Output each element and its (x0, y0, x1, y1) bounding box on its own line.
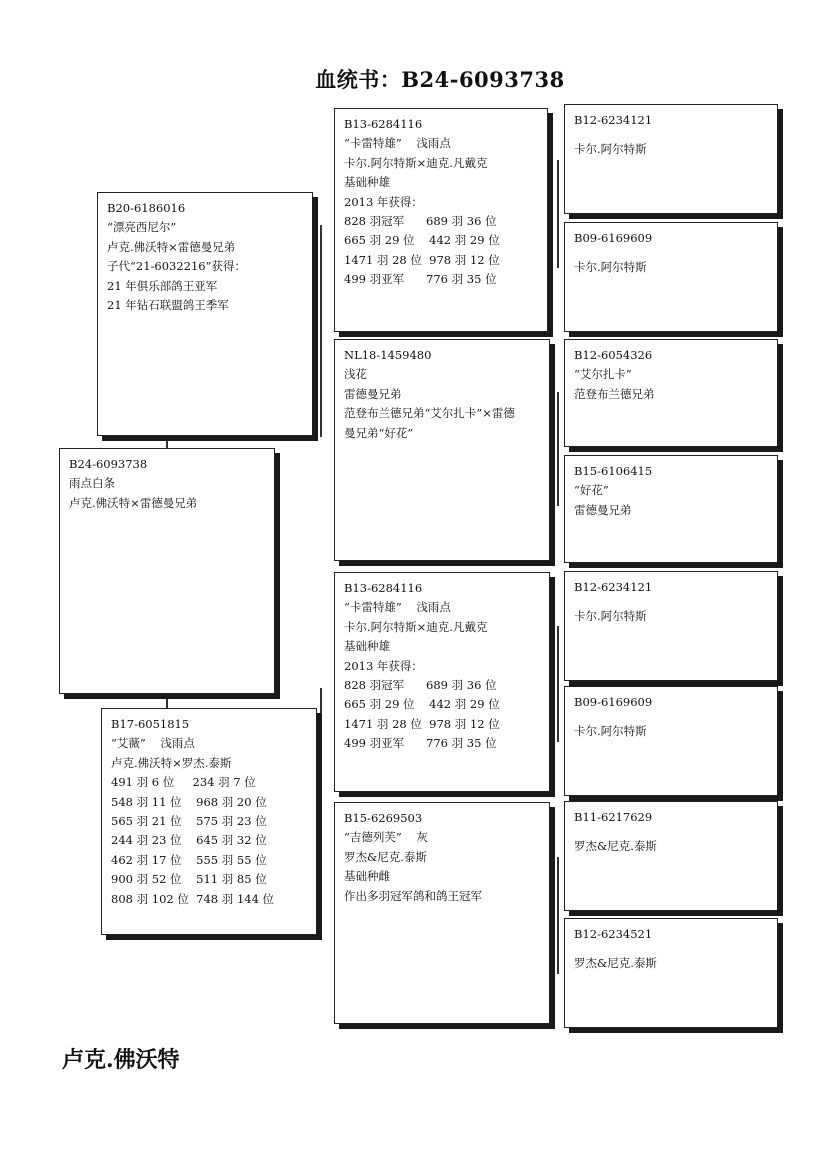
sire-sire-card (334, 108, 548, 332)
breeder: 雷德曼兄弟 (574, 502, 632, 517)
connector-line (557, 857, 559, 974)
info-line: 基础种雌 (344, 869, 390, 884)
connector-line (557, 160, 559, 268)
pigeon-name: “好花” (574, 483, 609, 498)
info-line: 基础种雄 (344, 175, 390, 190)
pigeon-name: “吉德列芙” 灰 (344, 830, 428, 845)
pigeon-name: “卡雷特雄” 浅雨点 (344, 600, 451, 615)
breeder: 卡尔.阿尔特斯 (574, 724, 647, 739)
result-line: 665 羽 29 位 442 羽 29 位 (344, 233, 500, 248)
connector-line (166, 694, 168, 708)
info-line: 21 年钻石联盟鸽王季军 (107, 298, 229, 313)
ring-number: B12-6234121 (574, 580, 653, 594)
ring-number: B09-6169609 (574, 695, 653, 709)
connector-line (166, 436, 168, 448)
connector-line (557, 392, 559, 506)
page-title: 血统书：B24-6093738 (315, 67, 565, 92)
ring-number: B13-6284116 (344, 117, 423, 131)
pigeon-name: “卡雷特雄” 浅雨点 (344, 136, 451, 151)
lineage: 曼兄弟“好花” (344, 425, 414, 440)
result-line: 548 羽 11 位 968 羽 20 位 (111, 794, 267, 809)
ancestor-card (564, 686, 778, 796)
ring-number: B15-6106415 (574, 464, 653, 478)
breeder: 卡尔.阿尔特斯 (574, 260, 647, 275)
lineage: 卢克.佛沃特×雷德曼兄弟 (69, 495, 198, 510)
ring-number: B17-6051815 (111, 717, 190, 731)
info-line: 作出多羽冠军鸽和鸽王冠军 (344, 888, 482, 903)
result-line: 244 羽 23 位 645 羽 32 位 (111, 833, 267, 848)
ring-number: B12-6234521 (574, 927, 653, 941)
info-line: 2013 年获得： (344, 658, 423, 673)
result-line: 808 羽 102 位 748 羽 144 位 (111, 891, 275, 906)
lineage: 范登布兰德兄弟“艾尔扎卡”×雷德 (344, 406, 515, 421)
ring-number: NL18-1459480 (344, 348, 432, 362)
result-line: 499 羽亚军 776 羽 35 位 (344, 736, 497, 751)
color: 浅花 (344, 367, 367, 382)
lineage: 卡尔.阿尔特斯×迪克.凡戴克 (344, 619, 488, 634)
ring-number: B09-6169609 (574, 231, 653, 245)
connector-line (557, 626, 559, 742)
result-line: 900 羽 52 位 511 羽 85 位 (111, 872, 267, 887)
ring-number: B15-6269503 (344, 811, 423, 825)
result-line: 462 羽 17 位 555 羽 55 位 (111, 852, 267, 867)
breeder: 罗杰&尼克.泰斯 (344, 849, 427, 864)
sire-dam-card (334, 339, 550, 561)
breeder: 卡尔.阿尔特斯 (574, 142, 647, 157)
result-line: 499 羽亚军 776 羽 35 位 (344, 272, 497, 287)
subject-card (59, 448, 275, 694)
result-line: 1471 羽 28 位 978 羽 12 位 (344, 716, 500, 731)
breeder: 雷德曼兄弟 (344, 386, 402, 401)
breeder-signature-name: 卢克.佛沃特 (62, 1047, 180, 1073)
result-line: 1471 羽 28 位 978 羽 12 位 (344, 252, 500, 267)
info-line: 子代“21-6032216”获得： (107, 259, 246, 274)
ancestor-card (564, 455, 778, 563)
dam-sire-card (334, 572, 550, 792)
ancestor-card (564, 801, 778, 911)
breeder: 范登布兰德兄弟 (574, 386, 655, 401)
connector-line (320, 688, 322, 915)
result-line: 828 羽冠军 689 羽 36 位 (344, 678, 497, 693)
connector-line (320, 225, 322, 437)
ring-number: B11-6217629 (574, 810, 653, 824)
sire-card (97, 192, 313, 436)
result-line: 565 羽 21 位 575 羽 23 位 (111, 814, 267, 829)
breeder: 罗杰&尼克.泰斯 (574, 956, 657, 971)
ancestor-card (564, 104, 778, 214)
breeder: 罗杰&尼克.泰斯 (574, 839, 657, 854)
lineage: 卡尔.阿尔特斯×迪克.凡戴克 (344, 155, 488, 170)
ring-number: B24-6093738 (69, 457, 148, 471)
info-line: 21 年俱乐部鸽王亚军 (107, 278, 218, 293)
ancestor-card (564, 222, 778, 332)
pigeon-name: “艾薇” 浅雨点 (111, 736, 195, 751)
info-line: 2013 年获得： (344, 194, 423, 209)
result-line: 665 羽 29 位 442 羽 29 位 (344, 697, 500, 712)
pigeon-name: “漂亮西尼尔” (107, 220, 177, 235)
color: 雨点白条 (69, 476, 115, 491)
ancestor-card (564, 339, 778, 447)
dam-card (101, 708, 317, 935)
result-line: 828 羽冠军 689 羽 36 位 (344, 214, 497, 229)
dam-dam-card (334, 802, 550, 1024)
ring-number: B20-6186016 (107, 201, 186, 215)
info-line: 基础种雄 (344, 639, 390, 654)
ring-number: B12-6054326 (574, 348, 653, 362)
ancestor-card (564, 918, 778, 1028)
lineage: 卢克.佛沃特×罗杰.泰斯 (111, 755, 232, 770)
ancestor-card (564, 571, 778, 681)
lineage: 卢克.佛沃特×雷德曼兄弟 (107, 239, 236, 254)
ring-number: B12-6234121 (574, 113, 653, 127)
breeder: 卡尔.阿尔特斯 (574, 609, 647, 624)
pigeon-name: “艾尔扎卡” (574, 367, 632, 382)
ring-number: B13-6284116 (344, 581, 423, 595)
result-line: 491 羽 6 位 234 羽 7 位 (111, 775, 256, 790)
